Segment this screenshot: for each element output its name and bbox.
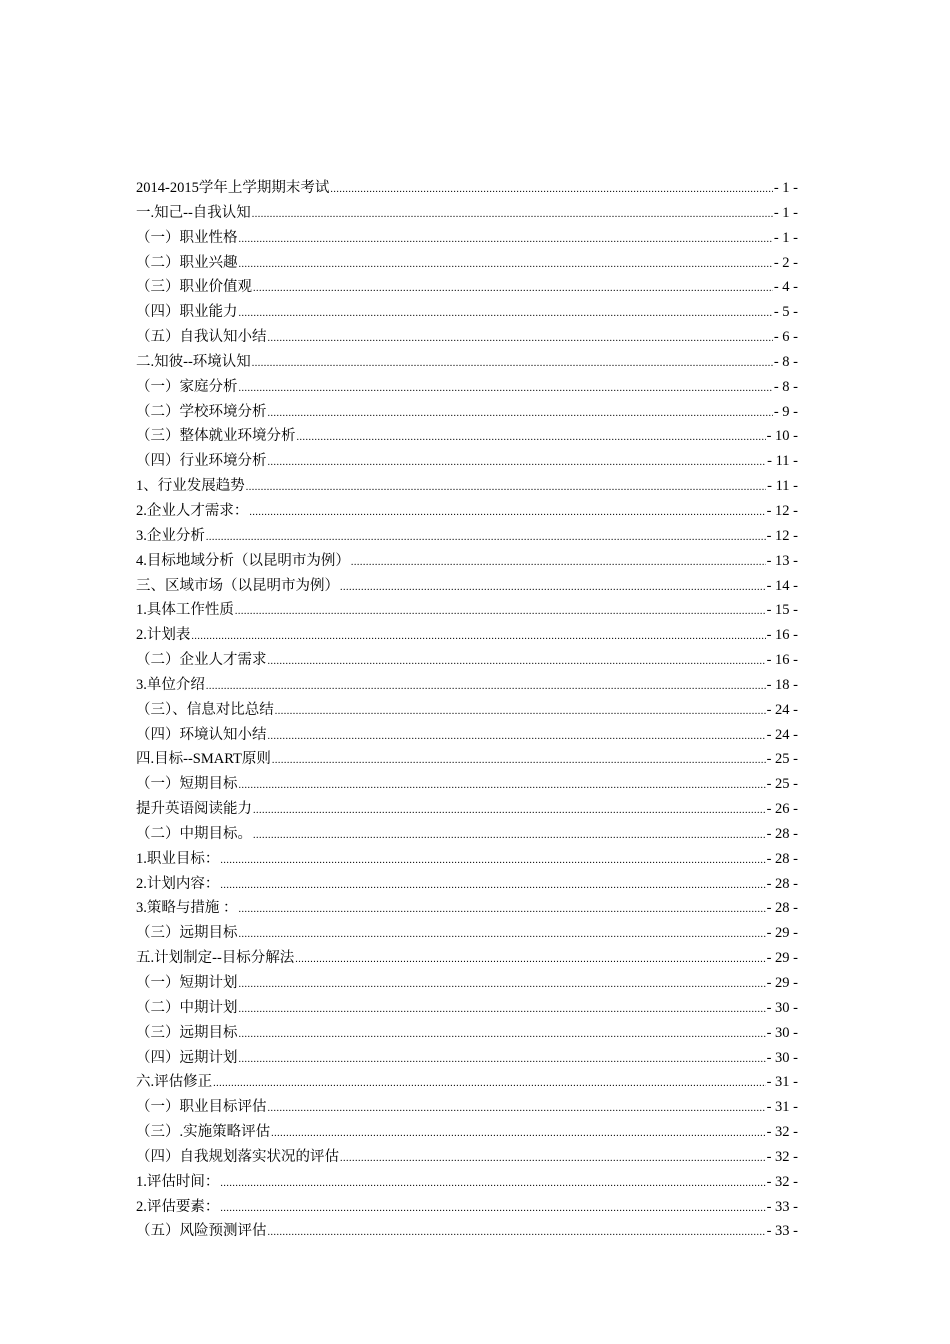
toc-entry[interactable]: [136, 996, 798, 1021]
toc-entry-page-number: - 25 -: [766, 776, 798, 793]
toc-dot-leader: [253, 824, 766, 849]
toc-entry-page-number: - 13 -: [766, 552, 798, 569]
toc-entry[interactable]: [136, 549, 798, 574]
toc-dot-leader: [239, 228, 773, 253]
toc-entry-title: （三）远期目标: [136, 1024, 238, 1041]
toc-dot-leader: [268, 327, 773, 352]
toc-dot-leader: [239, 774, 766, 799]
toc-entry-page-number: - 32 -: [766, 1173, 798, 1190]
toc-entry-title: （一）短期计划: [136, 975, 238, 991]
toc-entry-page-number: - 33 -: [766, 1223, 798, 1240]
toc-dot-leader: [252, 352, 773, 377]
toc-dot-leader: [340, 576, 766, 601]
toc-entry[interactable]: [136, 176, 798, 201]
toc-entry[interactable]: [136, 623, 798, 648]
toc-entry-page-number: - 26 -: [766, 801, 798, 818]
toc-entry[interactable]: [136, 872, 798, 897]
toc-entry-title: 3.策略与措施 ：: [136, 900, 238, 917]
toc-entry[interactable]: [136, 971, 798, 996]
toc-entry-page-number: - 30 -: [766, 1049, 798, 1066]
toc-dot-leader: [295, 948, 765, 973]
toc-dot-leader: [249, 501, 765, 526]
toc-entry[interactable]: [136, 946, 798, 971]
toc-entry-page-number: - 28 -: [766, 900, 798, 917]
toc-entry-title: 2.企业人才需求：: [136, 502, 249, 519]
toc-entry-title: （二）中期目标。: [136, 825, 252, 842]
toc-entry[interactable]: [136, 847, 798, 872]
toc-entry[interactable]: [136, 300, 798, 325]
toc-entry-page-number: - 24 -: [766, 701, 798, 718]
toc-entry-page-number: - 5 -: [773, 304, 798, 321]
toc-entry-page-number: - 29 -: [766, 925, 798, 942]
toc-dot-leader: [206, 526, 766, 551]
toc-entry-page-number: - 11 -: [767, 478, 798, 495]
toc-entry[interactable]: [136, 226, 798, 251]
toc-dot-leader: [235, 600, 766, 625]
toc-entry-title: 2014-2015学年上学期期末考试: [136, 180, 330, 196]
toc-dot-leader: [268, 402, 773, 427]
toc-entry-title: 六.评估修正: [136, 1074, 213, 1091]
toc-dot-leader: [268, 650, 766, 675]
toc-dot-leader: [239, 377, 773, 402]
toc-entry-title: （四）自我规划落实状况的评估: [136, 1148, 339, 1165]
toc-entry-title: （二）中期计划: [136, 999, 238, 1016]
toc-entry[interactable]: [136, 822, 798, 847]
toc-entry-title: （一）短期目标: [136, 776, 238, 793]
toc-entry-title: （三）职业价值观: [136, 279, 252, 296]
toc-entry[interactable]: [136, 201, 798, 226]
toc-entry-title: 1、行业发展趋势: [136, 478, 245, 495]
toc-dot-leader: [268, 725, 766, 750]
toc-entry-title: （三）.实施策略评估: [136, 1124, 271, 1141]
toc-entry[interactable]: [136, 350, 798, 375]
toc-entry-title: 1.具体工作性质: [136, 602, 234, 619]
toc-entry[interactable]: [136, 1095, 798, 1120]
toc-entry-title: 3.单位介绍: [136, 676, 205, 693]
toc-entry-title: （四）环境认知小结: [136, 726, 267, 743]
toc-entry[interactable]: [136, 1021, 798, 1046]
toc-entry[interactable]: [136, 797, 798, 822]
toc-entry-page-number: - 12 -: [766, 527, 798, 544]
toc-dot-leader: [239, 898, 766, 923]
toc-dot-leader: [252, 203, 773, 228]
toc-entry[interactable]: [136, 673, 798, 698]
toc-entry[interactable]: [136, 747, 798, 772]
toc-entry-title: 2.计划内容：: [136, 875, 220, 892]
toc-entry-title: 五.计划制定--目标分解法: [136, 950, 295, 967]
toc-entry-title: （三）、信息对比总结: [136, 701, 274, 718]
toc-dot-leader: [220, 1172, 765, 1197]
toc-dot-leader: [220, 849, 765, 874]
toc-dot-leader: [239, 923, 766, 948]
toc-entry[interactable]: [136, 723, 798, 748]
toc-entry-title: 2.计划表: [136, 627, 191, 644]
toc-entry[interactable]: [136, 1120, 798, 1145]
toc-entry-page-number: - 25 -: [766, 751, 798, 768]
toc-entry[interactable]: [136, 574, 798, 599]
toc-entry[interactable]: [136, 921, 798, 946]
toc-entry-title: （二）学校环境分析: [136, 403, 267, 420]
toc-entry[interactable]: [136, 275, 798, 300]
toc-entry-title: 四.目标--SMART原则: [136, 751, 271, 768]
toc-entry-page-number: - 32 -: [766, 1124, 798, 1141]
toc-entry[interactable]: [136, 499, 798, 524]
toc-entry-page-number: - 6 -: [773, 329, 798, 346]
toc-dot-leader: [268, 451, 767, 476]
toc-dot-leader: [297, 426, 766, 451]
toc-entry-page-number: - 33 -: [766, 1198, 798, 1215]
toc-entry[interactable]: [136, 896, 798, 921]
toc-entry[interactable]: [136, 1070, 798, 1095]
toc-dot-leader: [213, 1072, 765, 1097]
table-of-contents: [136, 176, 798, 1244]
toc-dot-leader: [330, 178, 773, 203]
toc-entry-page-number: - 32 -: [766, 1148, 798, 1165]
toc-dot-leader: [271, 1122, 765, 1147]
toc-entry[interactable]: [136, 325, 798, 350]
toc-entry-page-number: - 4 -: [773, 279, 798, 296]
toc-entry[interactable]: [136, 400, 798, 425]
toc-entry[interactable]: [136, 449, 798, 474]
toc-entry-title: （三）整体就业环境分析: [136, 428, 296, 445]
toc-entry-page-number: - 31 -: [766, 1099, 798, 1116]
toc-dot-leader: [206, 675, 766, 700]
toc-entry-title: 1.评估时间：: [136, 1173, 220, 1190]
toc-entry-title: （一）职业性格: [136, 229, 238, 246]
toc-entry-page-number: - 16 -: [766, 627, 798, 644]
toc-dot-leader: [268, 1221, 766, 1246]
toc-dot-leader: [239, 1023, 766, 1048]
toc-entry[interactable]: [136, 1145, 798, 1170]
toc-entry-title: （一）家庭分析: [136, 378, 238, 395]
toc-dot-leader: [272, 749, 766, 774]
toc-dot-leader: [275, 700, 766, 725]
toc-entry[interactable]: [136, 424, 798, 449]
toc-entry[interactable]: [136, 598, 798, 623]
toc-dot-leader: [220, 874, 765, 899]
toc-dot-leader: [239, 1048, 766, 1073]
toc-entry-title: （二）企业人才需求: [136, 652, 267, 669]
toc-entry-title: （一）职业目标评估: [136, 1099, 267, 1116]
toc-dot-leader: [253, 799, 766, 824]
toc-entry-title: （四）职业能力: [136, 304, 238, 321]
toc-dot-leader: [239, 302, 773, 327]
toc-entry-page-number: - 11 -: [767, 453, 798, 470]
toc-dot-leader: [351, 551, 766, 576]
toc-entry-page-number: - 15 -: [766, 602, 798, 619]
toc-entry-page-number: - 1 -: [773, 180, 798, 196]
toc-entry-page-number: - 1 -: [773, 204, 798, 221]
toc-entry[interactable]: [136, 1219, 798, 1244]
toc-entry[interactable]: [136, 375, 798, 400]
toc-dot-leader: [340, 1147, 766, 1172]
toc-entry-page-number: - 18 -: [766, 676, 798, 693]
toc-dot-leader: [268, 1097, 766, 1122]
toc-entry-page-number: - 14 -: [766, 577, 798, 594]
toc-entry[interactable]: [136, 772, 798, 797]
toc-dot-leader: [220, 1197, 765, 1222]
toc-entry[interactable]: [136, 251, 798, 276]
toc-entry-title: 2.评估要素：: [136, 1198, 220, 1215]
toc-dot-leader: [239, 253, 773, 278]
toc-entry-page-number: - 29 -: [766, 975, 798, 991]
toc-entry-title: （四）远期计划: [136, 1049, 238, 1066]
toc-entry-title: 三、区域市场（以昆明市为例）: [136, 577, 339, 594]
toc-entry-page-number: - 30 -: [766, 1024, 798, 1041]
toc-entry[interactable]: [136, 1195, 798, 1220]
toc-entry-page-number: - 30 -: [766, 999, 798, 1016]
toc-entry-title: （四）行业环境分析: [136, 453, 267, 470]
toc-entry[interactable]: [136, 648, 798, 673]
toc-dot-leader: [191, 625, 765, 650]
toc-entry-title: （三）远期目标: [136, 925, 238, 942]
toc-entry-page-number: - 28 -: [766, 850, 798, 867]
toc-entry-page-number: - 28 -: [766, 825, 798, 842]
toc-entry-page-number: - 8 -: [773, 353, 798, 370]
toc-entry-page-number: - 9 -: [773, 403, 798, 420]
toc-entry-title: 4.目标地域分析（以昆明市为例）: [136, 552, 350, 569]
toc-entry-page-number: - 10 -: [766, 428, 798, 445]
toc-dot-leader: [253, 277, 773, 302]
toc-entry-title: 二.知彼--环境认知: [136, 353, 251, 370]
toc-entry-page-number: - 16 -: [766, 652, 798, 669]
toc-dot-leader: [239, 998, 766, 1023]
toc-entry[interactable]: [136, 524, 798, 549]
toc-entry[interactable]: [136, 474, 798, 499]
toc-entry-title: （五）自我认知小结: [136, 329, 267, 346]
toc-entry-page-number: - 24 -: [766, 726, 798, 743]
toc-dot-leader: [239, 973, 766, 998]
toc-entry-title: 1.职业目标：: [136, 850, 220, 867]
toc-entry[interactable]: [136, 698, 798, 723]
toc-entry-page-number: - 8 -: [773, 378, 798, 395]
toc-entry-page-number: - 29 -: [766, 950, 798, 967]
toc-entry-title: 一.知己--自我认知: [136, 204, 251, 221]
toc-entry-page-number: - 28 -: [766, 875, 798, 892]
toc-entry[interactable]: [136, 1046, 798, 1071]
toc-entry-page-number: - 1 -: [773, 229, 798, 246]
toc-entry-page-number: - 12 -: [766, 502, 798, 519]
toc-entry-page-number: - 31 -: [766, 1074, 798, 1091]
toc-dot-leader: [246, 476, 766, 501]
toc-entry-title: （五）风险预测评估: [136, 1223, 267, 1240]
toc-entry-title: （二）职业兴趣: [136, 254, 238, 271]
toc-entry-title: 3.企业分析: [136, 527, 205, 544]
toc-entry-page-number: - 2 -: [773, 254, 798, 271]
toc-entry[interactable]: [136, 1170, 798, 1195]
toc-entry-title: 提升英语阅读能力: [136, 801, 252, 818]
